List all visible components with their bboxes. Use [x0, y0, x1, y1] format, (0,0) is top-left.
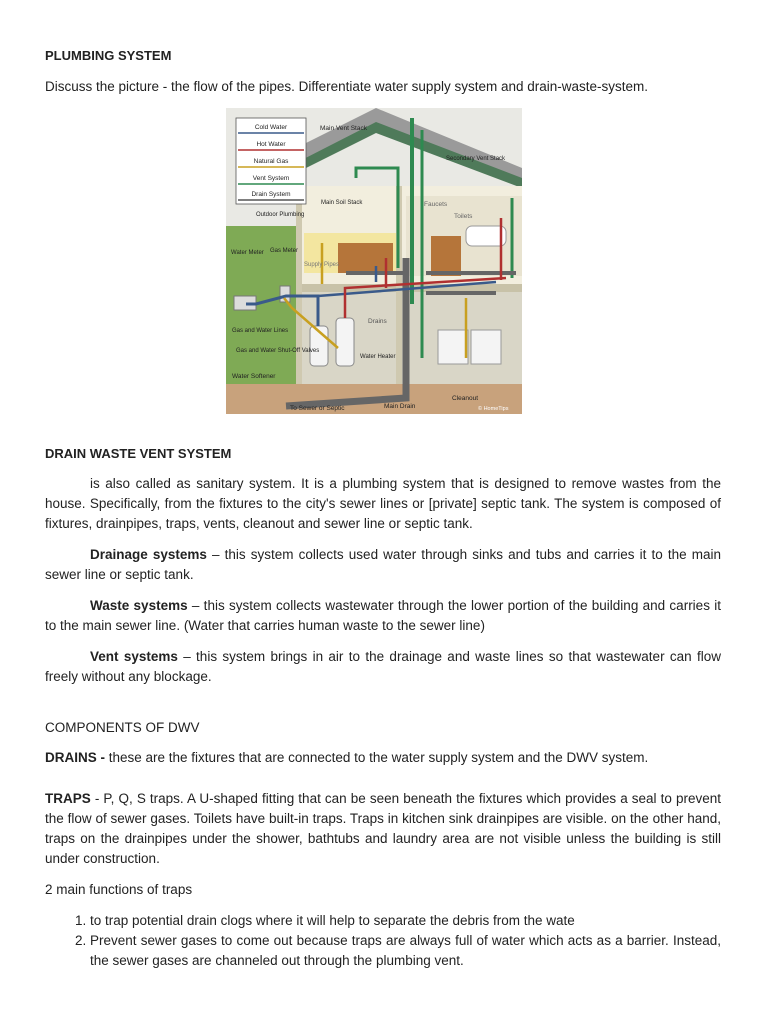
- label-main-drain: Main Drain: [384, 403, 416, 410]
- label-faucets: Faucets: [424, 201, 448, 208]
- label-water-meter: Water Meter: [231, 250, 264, 256]
- label-main-soil-stack: Main Soil Stack: [321, 200, 363, 206]
- waste-term: Waste systems: [90, 598, 188, 613]
- label-main-vent-stack: Main Vent Stack: [320, 125, 367, 132]
- label-water-softener: Water Softener: [232, 373, 276, 380]
- vent-paragraph: Vent systems – this system brings in air to the drainage and waste lines so that wastewater can flow freely without any blockage.: [45, 649, 721, 684]
- drainage-paragraph: Drainage systems – this system collects used water through sinks and tubs and carries it to the main sewer line or septic tank.: [45, 547, 721, 582]
- label-toilets: Toilets: [454, 213, 473, 220]
- drains-paragraph: DRAINS - these are the fixtures that are connected to the water supply system and the DWV system.: [45, 750, 649, 765]
- traps-term: TRAPS: [45, 791, 91, 806]
- components-heading: COMPONENTS OF DWV: [45, 720, 200, 735]
- list-item: 1. to trap potential drain clogs where it will help to separate the debris from the wate: [90, 911, 721, 931]
- components-body: [45, 748, 721, 971]
- label-gas-water-lines: Gas and Water Lines: [232, 328, 289, 334]
- svg-text:Vent System: Vent System: [252, 175, 290, 182]
- label-supply-pipes: Supply Pipes: [304, 262, 340, 268]
- traps-paragraph: TRAPS - P, Q, S traps. A U-shaped fitting that can be seen beneath the fixtures which provides a seal to prevent the flow of sewer gases. Toilets have built-in traps. Traps in kitchen sink drainpipes are visible. on the other hand, traps on the drainpipes under the shower, bathtubs and laundry area are not visible unless the building is still under construction.: [45, 791, 721, 866]
- page-title: PLUMBING SYSTEM: [45, 48, 172, 63]
- functions-list: [45, 911, 721, 971]
- label-water-heater: Water Heater: [360, 354, 396, 360]
- waste-paragraph: Waste systems – this system collects wastewater through the lower portion of the building and carries it to the main sewer line. (Water that carries human waste to the sewer line): [45, 598, 721, 633]
- label-outdoor-plumbing: Outdoor Plumbing: [256, 212, 305, 218]
- drains-term: DRAINS -: [45, 750, 105, 765]
- label-drains: Drains: [368, 318, 387, 325]
- label-secondary-vent-stack: Secondary Vent Stack: [446, 156, 506, 162]
- dwv-paragraph: is also called as sanitary system. It is a plumbing system that is designed to remove wastes from the house. Specifically, from the fixtures to the city's sewer lines or [private] septic tank. The system is composed of fixtures, drainpipes, traps, vents, cleanout and sewer line or septic tank.: [45, 476, 721, 531]
- svg-text:Drain System: Drain System: [251, 191, 291, 198]
- dwv-heading: DRAIN WASTE VENT SYSTEM: [45, 446, 232, 461]
- dwv-body: [45, 474, 721, 687]
- label-to-sewer: To Sewer or Septic: [290, 405, 345, 412]
- label-credit: © HomeTips: [478, 406, 509, 412]
- label-cleanout: Cleanout: [452, 395, 479, 402]
- plumbing-diagram: [226, 108, 522, 414]
- label-gas-meter: Gas Meter: [270, 248, 299, 254]
- drainage-term: Drainage systems: [90, 547, 207, 562]
- svg-text:Hot Water: Hot Water: [256, 141, 286, 148]
- label-shutoff-valves: Gas and Water Shut-Off Valves: [236, 348, 320, 354]
- list-item: 2. Prevent sewer gases to come out because traps are always full of water which acts as a barrier. Instead, the sewer gases are channeled out through the plumbing vent.: [90, 931, 721, 971]
- svg-text:Natural Gas: Natural Gas: [253, 158, 289, 165]
- intro-text: Discuss the picture - the flow of the pipes. Differentiate water supply system and drain-waste-system.: [45, 79, 649, 94]
- functions-heading: 2 main functions of traps: [45, 882, 193, 897]
- vent-term: Vent systems: [90, 649, 178, 664]
- svg-text:Cold Water: Cold Water: [254, 124, 288, 131]
